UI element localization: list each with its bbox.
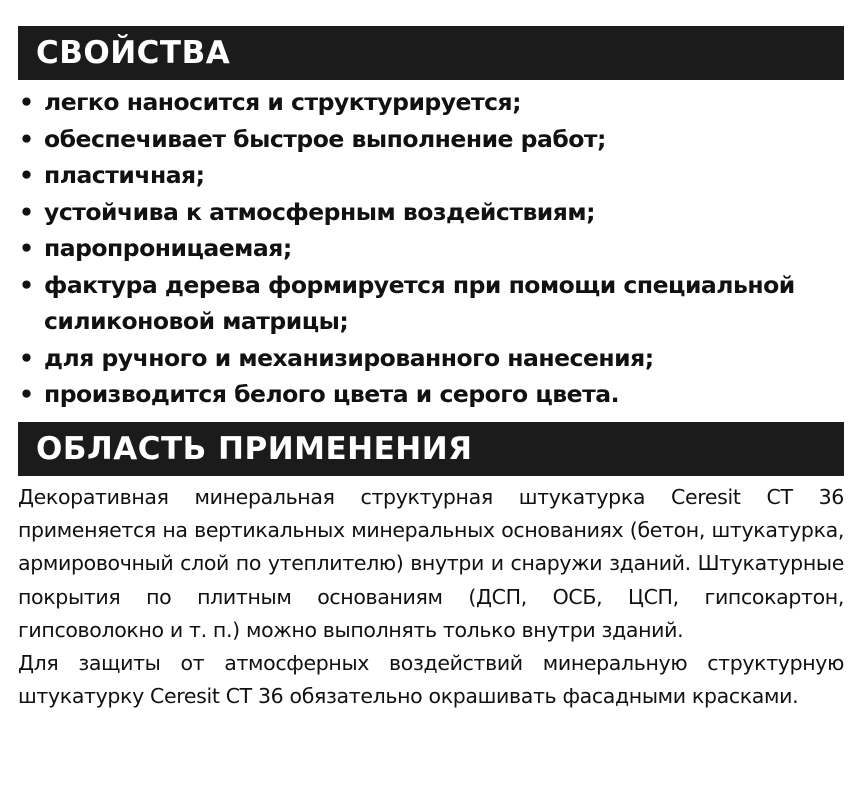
properties-heading: СВОЙСТВА <box>36 34 231 71</box>
bullet-icon: • <box>19 197 34 226</box>
list-item-text: устойчива к атмосферным воздействиям; <box>44 197 595 226</box>
bullet-icon: • <box>19 270 34 299</box>
list-item <box>18 376 848 413</box>
list-item <box>18 157 848 194</box>
bullet-icon: • <box>19 124 34 153</box>
usage-paragraph: Для защиты от атмосферных воздействий минеральную структурную штукатурку Ceresit CT 36 обязательно окрашивать фасадными красками. <box>18 651 844 709</box>
bullet-icon: • <box>19 161 34 189</box>
bullet-icon: • <box>19 88 34 116</box>
list-item-text: фактура дерева формируется при помощи специальной силиконовой матрицы; <box>44 270 795 335</box>
list-item <box>18 194 848 231</box>
usage-heading-bar <box>18 422 844 476</box>
list-item-text: паропроницаемая; <box>44 234 292 262</box>
list-item <box>18 340 848 377</box>
properties-heading-bar <box>18 26 844 80</box>
usage-paragraph: Декоративная минеральная структурная штукатурка Ceresit CT 36 применяется на вертикальных минеральных основаниях (бетон, штукатурка, армировочный слой по утеплителю) внутри и снаружи зданий. Штукатурные покрытия по плитным основаниям (ДСП, ОСБ, ЦСП, гипсокартон, гипсоволокно и т. п.) можно выполнять только внутри зданий. <box>18 485 844 642</box>
list-item-text: пластичная; <box>44 161 205 189</box>
list-item-text: производится белого цвета и серого цвета. <box>44 380 620 408</box>
bullet-icon: • <box>19 343 34 372</box>
list-item <box>18 267 848 340</box>
usage-body <box>18 481 844 713</box>
list-item-text: легко наносится и структурируется; <box>44 88 522 116</box>
list-item-text: для ручного и механизированного нанесения; <box>44 343 654 372</box>
usage-heading: ОБЛАСТЬ ПРИМЕНЕНИЯ <box>36 430 473 467</box>
bullet-icon: • <box>19 380 34 408</box>
properties-list <box>18 84 848 413</box>
list-item-text: обеспечивает быстрое выполнение работ; <box>44 124 606 153</box>
list-item <box>18 230 848 267</box>
list-item <box>18 121 848 158</box>
bullet-icon: • <box>19 234 34 262</box>
list-item <box>18 84 848 121</box>
